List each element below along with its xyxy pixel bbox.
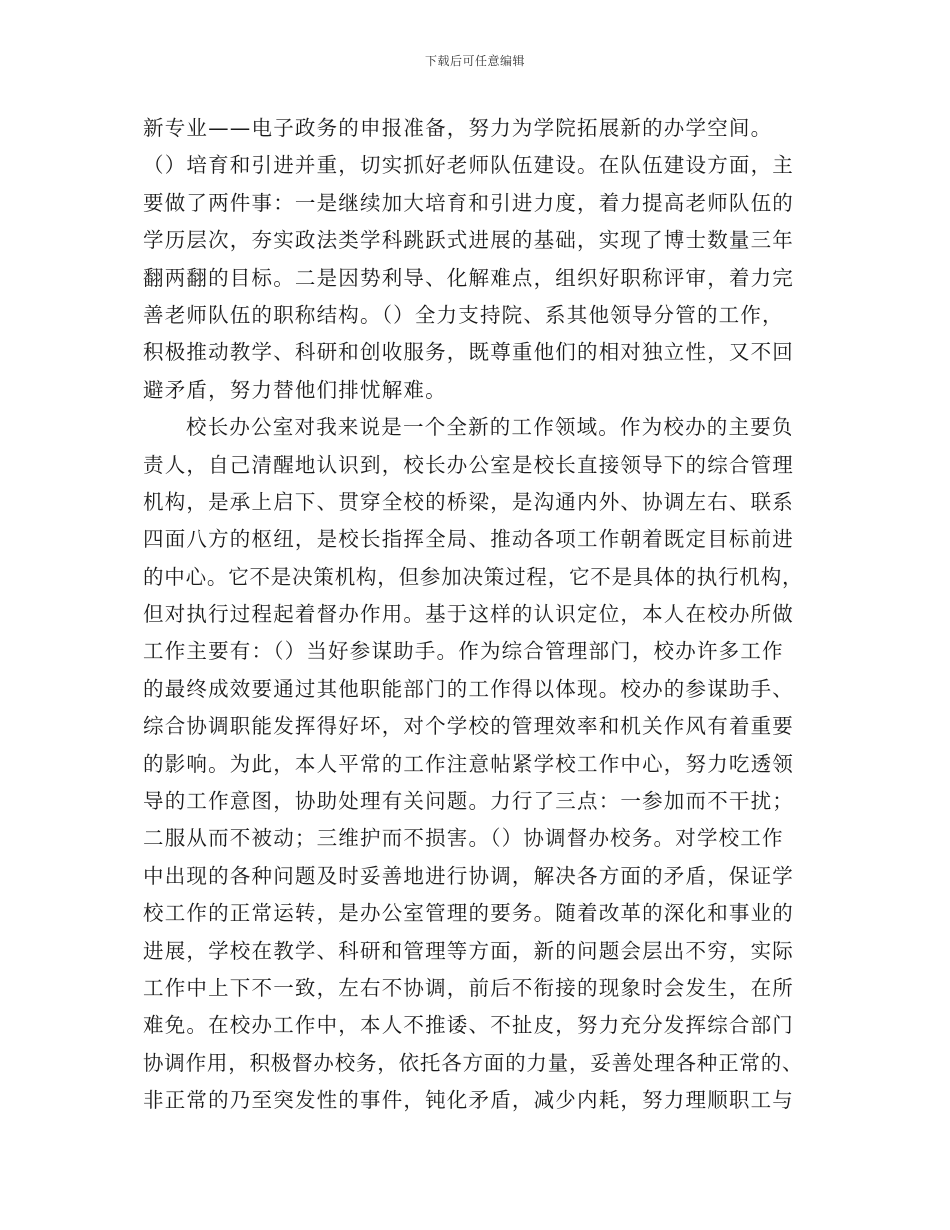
text-line: 进展，学校在教学、科研和管理等方面，新的问题会层出不穷，实际 — [143, 938, 794, 963]
text-line: （）培育和引进并重，切实抓好老师队伍建设。在队伍建设方面，主 — [143, 153, 794, 178]
text-line: 要做了两件事：一是继续加大培育和引进力度，着力提高老师队伍的 — [143, 190, 794, 215]
text-line: 的最终成效要通过其他职能部门的工作得以体现。校办的参谋助手、 — [143, 676, 794, 701]
text-line: 协调作用，积极督办校务，依托各方面的力量，妥善处理各种正常的、 — [143, 1050, 804, 1075]
text-line: 避矛盾，努力替他们排忧解难。 — [143, 377, 447, 402]
text-line: 机构，是承上启下、贯穿全校的桥梁，是沟通内外、协调左右、联系 — [143, 489, 794, 514]
page-header: 下载后可任意编辑 — [424, 54, 525, 68]
text-line: 二服从而不被动；三维护而不损害。（）协调督办校务。对学校工作 — [143, 826, 784, 851]
text-line: 非正常的乃至突发性的事件，钝化矛盾，减少内耗，努力理顺职工与 — [143, 1088, 794, 1113]
text-line: 中出现的各种问题及时妥善地进行协调，解决各方面的矛盾，保证学 — [143, 863, 794, 888]
text-line: 校长办公室对我来说是一个全新的工作领域。作为校办的主要负 — [186, 415, 794, 440]
text-line: 但对执行过程起着督办作用。基于这样的认识定位，本人在校办所做 — [143, 602, 794, 627]
text-line: 工作主要有：（）当好参谋助手。作为综合管理部门，校办许多工作 — [143, 639, 784, 664]
text-line: 学历层次，夯实政法类学科跳跃式进展的基础，实现了博士数量三年 — [143, 228, 794, 253]
text-line: 难免。在校办工作中，本人不推诿、不扯皮，努力充分发挥综合部门 — [143, 1013, 794, 1038]
text-line: 综合协调职能发挥得好坏，对个学校的管理效率和机关作风有着重要 — [143, 714, 794, 739]
text-line: 四面八方的枢纽，是校长指挥全局、推动各项工作朝着既定目标前进 — [143, 527, 794, 552]
text-line: 责人，自己清醒地认识到，校长办公室是校长直接领导下的综合管理 — [143, 452, 794, 477]
text-line: 新专业——电子政务的申报准备，努力为学院拓展新的办学空间。 — [143, 116, 773, 140]
text-line: 的影响。为此，本人平常的工作注意帖紧学校工作中心，努力吃透领 — [143, 751, 794, 776]
text-line: 善老师队伍的职称结构。（）全力支持院、系其他领导分管的工作， — [143, 302, 784, 327]
text-line: 积极推动教学、科研和创收服务，既尊重他们的相对独立性，又不回 — [143, 340, 794, 365]
text-line: 导的工作意图，协助处理有关问题。力行了三点：一参加而不干扰； — [143, 789, 794, 814]
text-line: 翻两翻的目标。二是因势利导、化解难点，组织好职称评审，着力完 — [143, 265, 794, 290]
text-line: 校工作的正常运转，是办公室管理的要务。随着改革的深化和事业的 — [143, 901, 794, 926]
text-line: 工作中上下不一致，左右不协调，前后不衔接的现象时会发生，在所 — [143, 975, 794, 1000]
text-line: 的中心。它不是决策机构，但参加决策过程，它不是具体的执行机构， — [143, 564, 804, 589]
document-body — [143, 110, 808, 1120]
